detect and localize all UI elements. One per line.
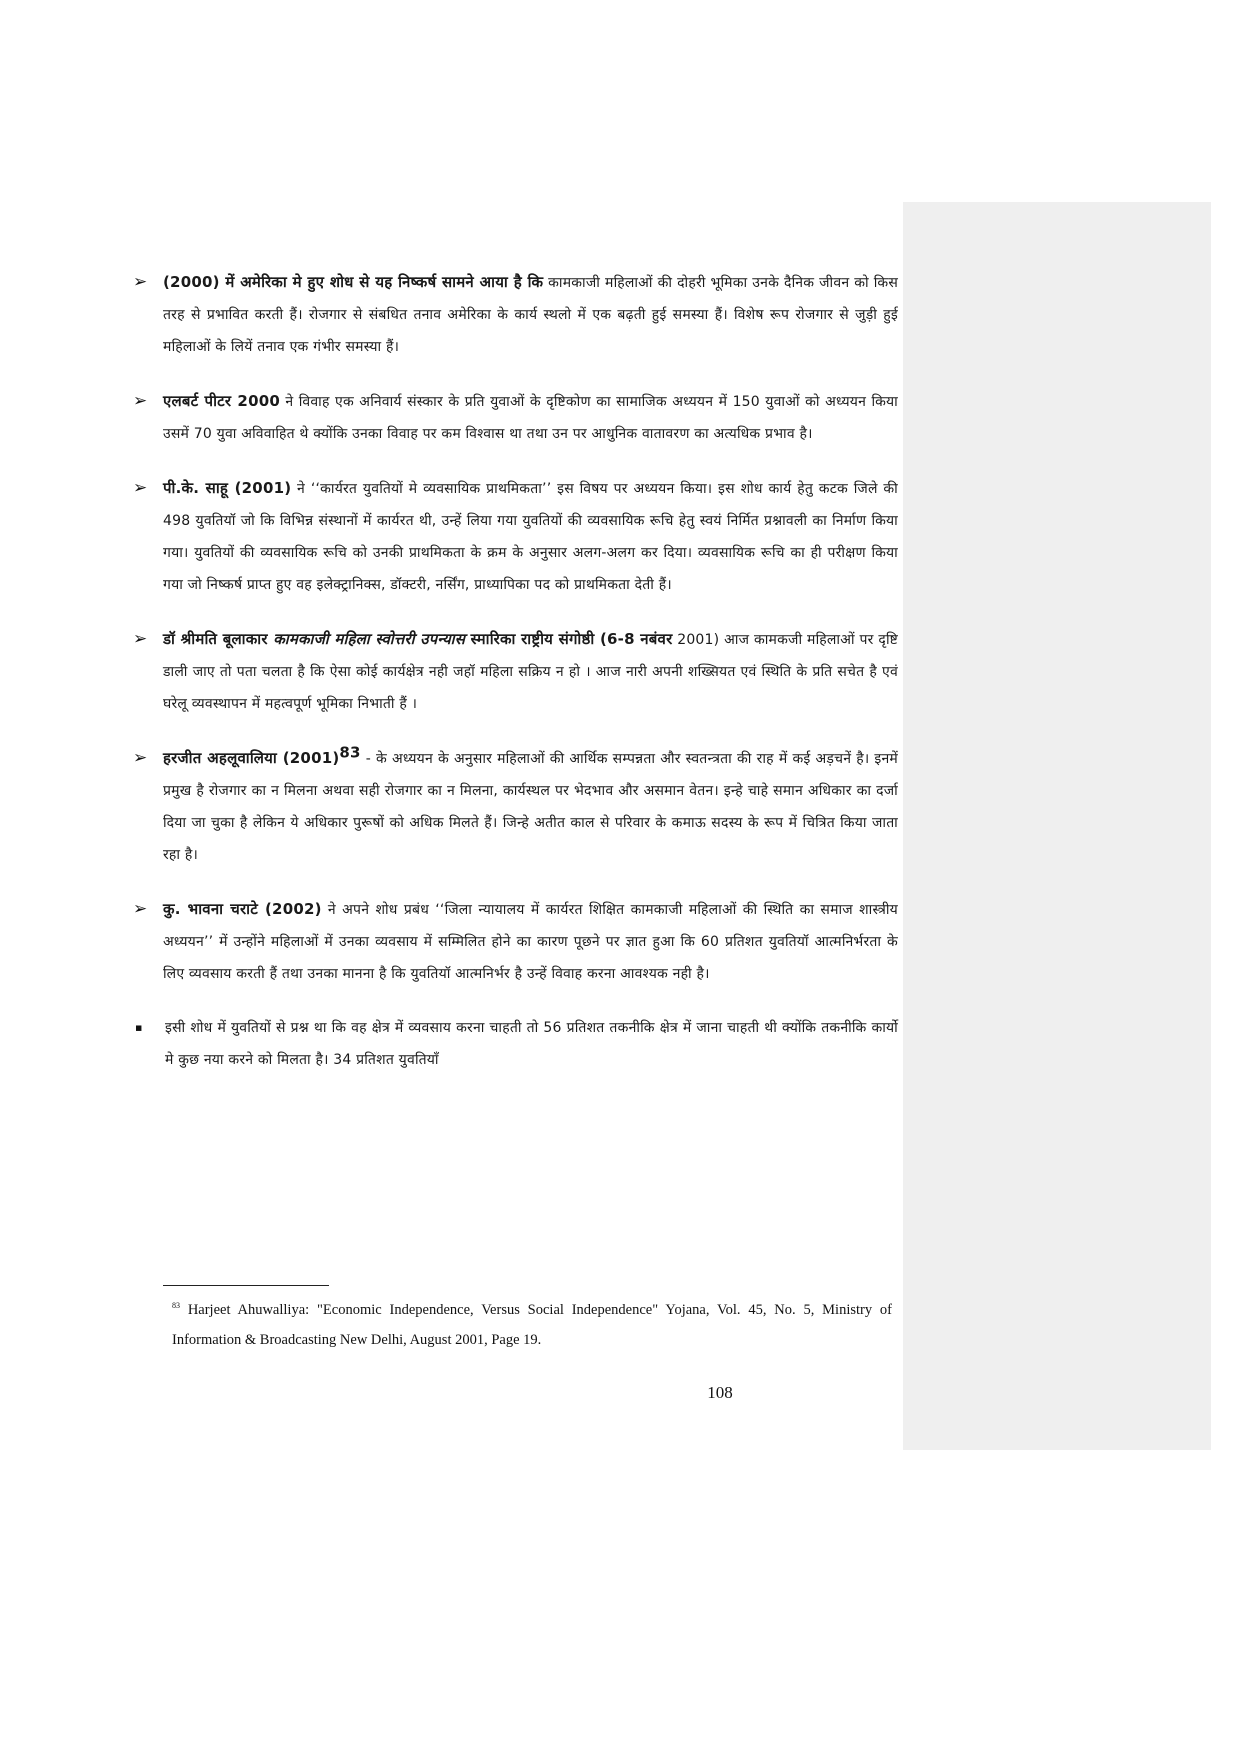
list-item xyxy=(133,742,898,871)
paragraph xyxy=(163,266,898,363)
document-body xyxy=(133,266,898,1098)
footnote-number: 83 xyxy=(172,1301,180,1311)
list-item xyxy=(133,893,898,990)
footnote-text: Harjeet Ahuwalliya: "Economic Independence, Versus Social Independence" Yojana, Vol. 45, No. 5, Ministry of Information & Broadcasting New Delhi, August 2001, Page 19. xyxy=(172,1302,892,1348)
list-item xyxy=(133,623,898,720)
lead-phrase: पी.के. साहू (2001) xyxy=(163,479,292,497)
lead-phrase: हरजीत अहलूवालिया (2001) xyxy=(163,749,340,767)
arrow-bullet-icon: ➢ xyxy=(133,391,148,411)
square-bullet-icon: ▪ xyxy=(135,1021,143,1034)
footnote-reference[interactable]: 83 xyxy=(339,743,361,762)
list-item xyxy=(133,1012,898,1076)
paragraph xyxy=(163,742,898,871)
list-item xyxy=(133,266,898,363)
lead-phrase: (2000) में अमेरिका मे हुए शोध से यह निष्कर्ष सामने आया है कि xyxy=(163,273,544,291)
lead-phrase: एलबर्ट पीटर 2000 xyxy=(163,392,280,410)
paragraph-text: कामकाजी महिलाओं की दोहरी भूमिका उनके दैनिक जीवन को किस तरह से प्रभावित करती हैं। रोजगार से संबधित तनाव अमेरिका के कार्य स्थलो में एक बढ़ती हुई समस्या हैं। विशेष रूप रोजगार से जुड़ी हुई महिलाओं के लियें तनाव एक गंभीर समस्या हैं। xyxy=(163,275,898,355)
footnote-separator xyxy=(163,1285,329,1286)
arrow-bullet-icon: ➢ xyxy=(133,899,148,919)
list-item xyxy=(133,385,898,450)
paragraph-text: ने अपने शोध प्रबंध ‘‘जिला न्यायालय में कार्यरत शिक्षित कामकाजी महिलाओं की स्थिति का समाज शास्त्रीय अध्ययन’’ में उन्होंने महिलाओं में उनका व्यवसाय में सम्मिलित होने का कारण पूछने पर ज्ञात हुआ कि 60 प्रतिशत युवतियॉ आत्मनिर्भरता के लिए व्यवसाय करती हैं तथा उनका मानना है कि युवतियॉ आत्मनिर्भर है उन्हें विवाह करना आवश्यक नही है। xyxy=(163,902,898,982)
arrow-bullet-icon: ➢ xyxy=(133,272,148,292)
lead-phrase: कु. भावना चराटे (2002) xyxy=(163,900,322,918)
list-item xyxy=(133,472,898,601)
arrow-bullet-icon: ➢ xyxy=(133,629,148,649)
lead-phrase-tail: स्मारिका राष्ट्रीय संगोष्ठी (6-8 नबंवर xyxy=(465,630,673,648)
paragraph-text: - के अध्ययन के अनुसार महिलाओं की आर्थिक सम्पन्नता और स्वतन्त्रता की राह में कई अड़चनें है। इनमें प्रमुख है रोजगार का न मिलना अथवा सही रोजगार का न मिलना, कार्यस्थल पर भेदभाव और असमान वेतन। इन्हे चाहे समान अधिकार का दर्जा दिया जा चुका है लेकिन ये अधिकार पुरूषों को अधिक मिलते हैं। जिन्हे अतीत काल से परिवार के कमाऊ सदस्य के रूप में चित्रित किया जाता रहा है। xyxy=(163,751,898,863)
arrow-bullet-icon: ➢ xyxy=(133,748,148,768)
lead-phrase: डॉ श्रीमति बूलाकार xyxy=(163,630,268,648)
paragraph xyxy=(163,623,898,720)
lead-italic-phrase: कामकाजी महिला स्वोत्तरी उपन्यास xyxy=(267,630,466,648)
arrow-bullet-icon: ➢ xyxy=(133,478,148,498)
footnote xyxy=(172,1295,892,1355)
paragraph-text: इसी शोध में युवतियों से प्रश्न था कि वह क्षेत्र में व्यवसाय करना चाहती तो 56 प्रतिशत तकनीकि क्षेत्र में जाना चाहती थी क्योंकि तकनीकि कार्यो मे कुछ नया करने को मिलता है। 34 प्रतिशत युवतियाँ xyxy=(165,1020,898,1068)
paragraph-text: ने विवाह एक अनिवार्य संस्कार के प्रति युवाओं के दृष्टिकोण का सामाजिक अध्ययन में 150 युवाओं को अध्ययन किया उसमें 70 युवा अविवाहित थे क्योंकि उनका विवाह पर कम विश्वास था तथा उन पर आधुनिक वातावरण का अत्यधिक प्रभाव है। xyxy=(163,394,898,442)
paragraph xyxy=(163,893,898,990)
paragraph-text: 2001) आज कामकजी महिलाओं पर दृष्टि डाली जाए तो पता चलता है कि ऐसा कोई कार्यक्षेत्र नही जहॉ महिला सक्रिय न हो । आज नारी अपनी शख्सियत एवं स्थिति के प्रति सचेत है एवं घरेलू व्यवस्थापन में महत्वपूर्ण भूमिका निभाती हैं । xyxy=(163,632,898,712)
comment-margin-pane xyxy=(903,202,1211,1450)
paragraph xyxy=(163,385,898,450)
page-number: 108 xyxy=(707,1383,733,1402)
paragraph-text: ने ‘‘कार्यरत युवतियों मे व्यवसायिक प्राथमिकता’’ इस विषय पर अध्ययन किया। इस शोध कार्य हेतु कटक जिले की 498 युवतियॉ जो कि विभिन्न संस्थानों में कार्यरत थी, उन्हें लिया गया युवतियों की व्यवसायिक रूचि हेतु स्वयं निर्मित प्रश्नावली का निर्माण किया गया। युवतियों की व्यवसायिक रूचि को उनकी प्राथमिकता के क्रम के अनुसार अलग-अलग कर दिया। व्यवसायिक रूचि का ही परीक्षण किया गया जो निष्कर्ष प्राप्त हुए वह इलेक्ट्रानिक्स, डॉक्टरी, नर्सिंग, प्राध्यापिका पद को प्राथमिकता देती हैं। xyxy=(163,481,898,593)
paragraph xyxy=(165,1012,898,1076)
paragraph xyxy=(163,472,898,601)
